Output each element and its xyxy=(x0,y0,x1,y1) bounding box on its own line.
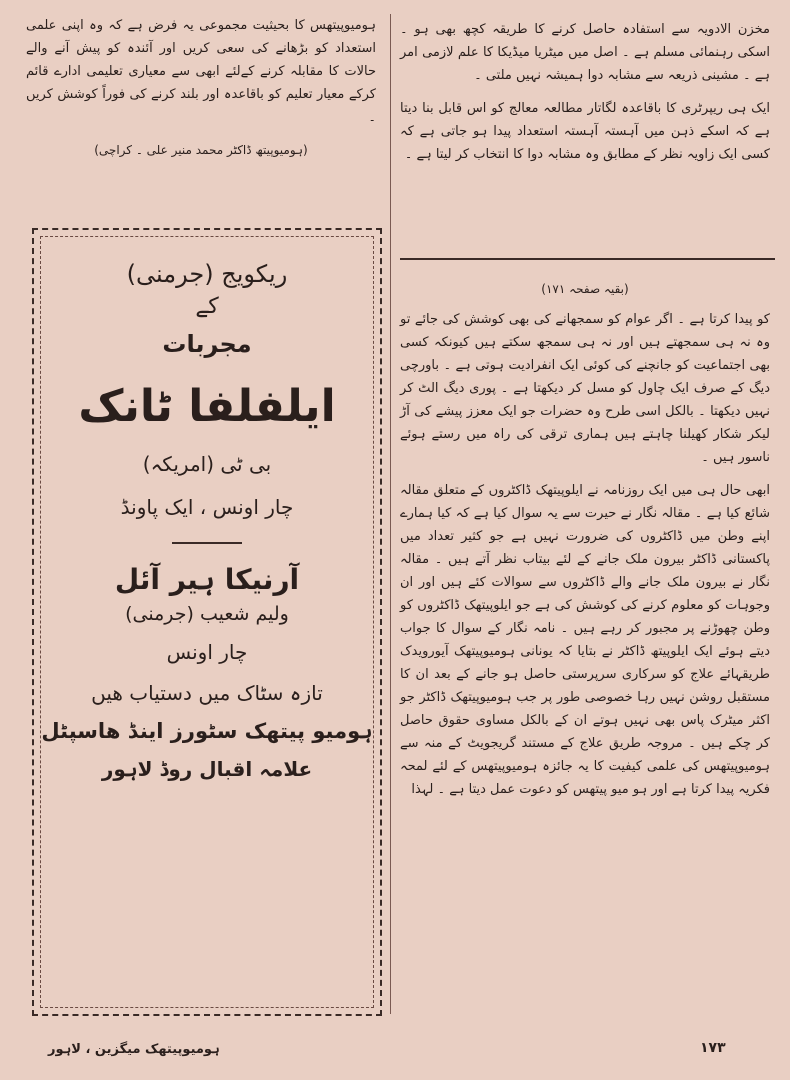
right-column xyxy=(400,18,770,176)
ad-product1-origin: بی ٹی (امریکہ) xyxy=(142,451,272,476)
ad-product2-sizes: چار اونس xyxy=(166,640,248,665)
right-paragraph-3: کو پیدا کرتا ہے ۔ اگر عوام کو سمجھانے کی بھی کوشش کی جائے تو وہ نہ ہی سمجھتے ہیں اور نہ ہی سمجھ سکتے ہیں کیونکہ کسی بھی اجتماعیت کو جانچنے کی کوئی ایک انفرادیت ہوتی ہے ۔ باورچی دیگ کے صرف ایک چاول کو مسل کر دیکھتا ہے ۔ پوری دیگ الٹ کر نہیں دیکھتا ۔ بالکل اسی طرح وہ حضرات جو ایک معزز پیشے کی آڑ لیکر شکار کھیلنا چاہتے ہیں ہماری ترقی کی راہ میں رستے ہوئے ناسور ہیں ۔ xyxy=(400,312,770,465)
ad-address: علامہ اقبال روڈ لاہور xyxy=(101,756,313,781)
ad-product1-name: ایلفلفا ٹانک xyxy=(78,380,336,432)
ad-brand: ریکویج (جرمنی) xyxy=(126,260,288,288)
ad-store-name: ہومیو پیتھک سٹورز اینڈ ھاسپٹل xyxy=(41,719,373,744)
footer-magazine-name: ہومیوپیتھک میگزین ، لاہور xyxy=(48,1042,220,1057)
right-paragraph-2: ایک ہی ریپرٹری کا باقاعدہ لگاتار مطالعہ معالج کو اس قابل بنا دیتا ہے کہ اسکے ذہن میں آہستہ آہستہ استعداد پیدا ہو جاتی ہے کہ کسی ایک زاویہ نظر کے مطابق وہ مشابہ دوا کا انتخاب کر لیتا ہے ۔ xyxy=(400,101,770,162)
column-divider xyxy=(390,14,391,1014)
ad-product1-sizes: چار اونس ، ایک پاونڈ xyxy=(120,494,294,519)
ad-divider xyxy=(172,542,242,544)
continued-from-label: (بقیہ صفحہ ۱۷۱) xyxy=(541,282,629,296)
right-column-continued xyxy=(400,282,770,811)
advertisement-box xyxy=(32,228,382,1016)
left-paragraph: ہومیوپیتھس کا بحیثیت مجموعی یہ فرض ہے کہ وہ اپنی علمی استعداد کو بڑھانے کی سعی کریں اور آئندہ کو پیش آنے والے حالات کا مقابلہ کرنے کےلئے ابھی سے معیاری تعلیمی ادارے قائم کرکے معیار تعلیم کو باقاعدہ اور بلند کرنے کی فوراً کوشش کریں ۔ xyxy=(26,18,376,125)
right-paragraph-1: مخزن الادویہ سے استفادہ حاصل کرنے کا طریقہ کچھ بھی ہو ۔ اسکی رہنمائی مسلم ہے ۔ اصل میں میٹریا میڈیکا کا علم لازمی امر ہے ۔ مشینی ذریعہ سے مشابہ دوا ہمیشہ نہیں ملتی ۔ xyxy=(400,22,770,83)
section-separator xyxy=(400,258,775,260)
ad-connector: کے xyxy=(195,294,219,319)
page-number: ۱۷۳ xyxy=(700,1040,726,1056)
ad-stock-text: تازہ سٹاک میں دستیاب ھیں xyxy=(91,681,323,706)
right-paragraph-4: ابھی حال ہی میں ایک روزنامہ نے ایلوپیتھک ڈاکٹروں کے متعلق مقالہ شائع کیا ہے ۔ مقالہ نگار نے حیرت سے یہ سوال کیا ہے کہ کیا ہمارے اپنے وطن میں ڈاکٹروں کی ضرورت نہیں ہے جو کثیر تعداد میں پاکستانی ڈاکٹر بیرون ملک جانے کے لئے بیتاب نظر آتے ہیں ۔ مقالہ نگار نے بیرون ملک جانے والے ڈاکٹروں سے سوالات کئے ہیں اور ان وجوہات کو معلوم کرنے کی کوشش کی ہے جو ایلوپیتھک ڈاکٹروں کو وطن چھوڑنے پر مجبور کر رہے ہیں ۔ نامہ نگار کے سوال کا جواب دیتے ہوئے ایک ایلوپیتھ ڈاکٹر نے بتایا کہ یونانی ہومیوپیتھک آیورویدک طریقہائے علاج کو سرکاری سرپرستی حاصل ہو جانے کے بعد ان کا مستقبل روشن نہیں رہا خصوصی طور پر جب ہومیوپیتھک ڈاکٹر جو اکثر میٹرک پاس بھی نہیں ہوتے ان کے بالکل مساوی حقوق حاصل کر چکے ہیں ۔ مروجہ طریق علاج کے مستند گریجویٹ کے منہ سے ہومیوپیتھس کی علمی کیفیت کا یہ جائزہ ہومیوپیتھس کے لئے لمحہ فکریہ پیدا کرتا ہے اور ہو میو پیتھس کو دعوت عمل دیتا ہے ۔ لہذا xyxy=(400,483,770,797)
ad-product2-origin: ولیم شعیب (جرمنی) xyxy=(125,602,289,625)
left-column-top xyxy=(26,14,376,157)
author-attribution: (ہومیوپیتھ ڈاکٹر محمد منیر علی ۔ کراچی) xyxy=(94,143,308,157)
advertisement-inner xyxy=(40,236,374,1008)
ad-product2-name: آرنیکا ہیر آئل xyxy=(114,562,300,596)
ad-heading: مجربات xyxy=(162,329,252,358)
